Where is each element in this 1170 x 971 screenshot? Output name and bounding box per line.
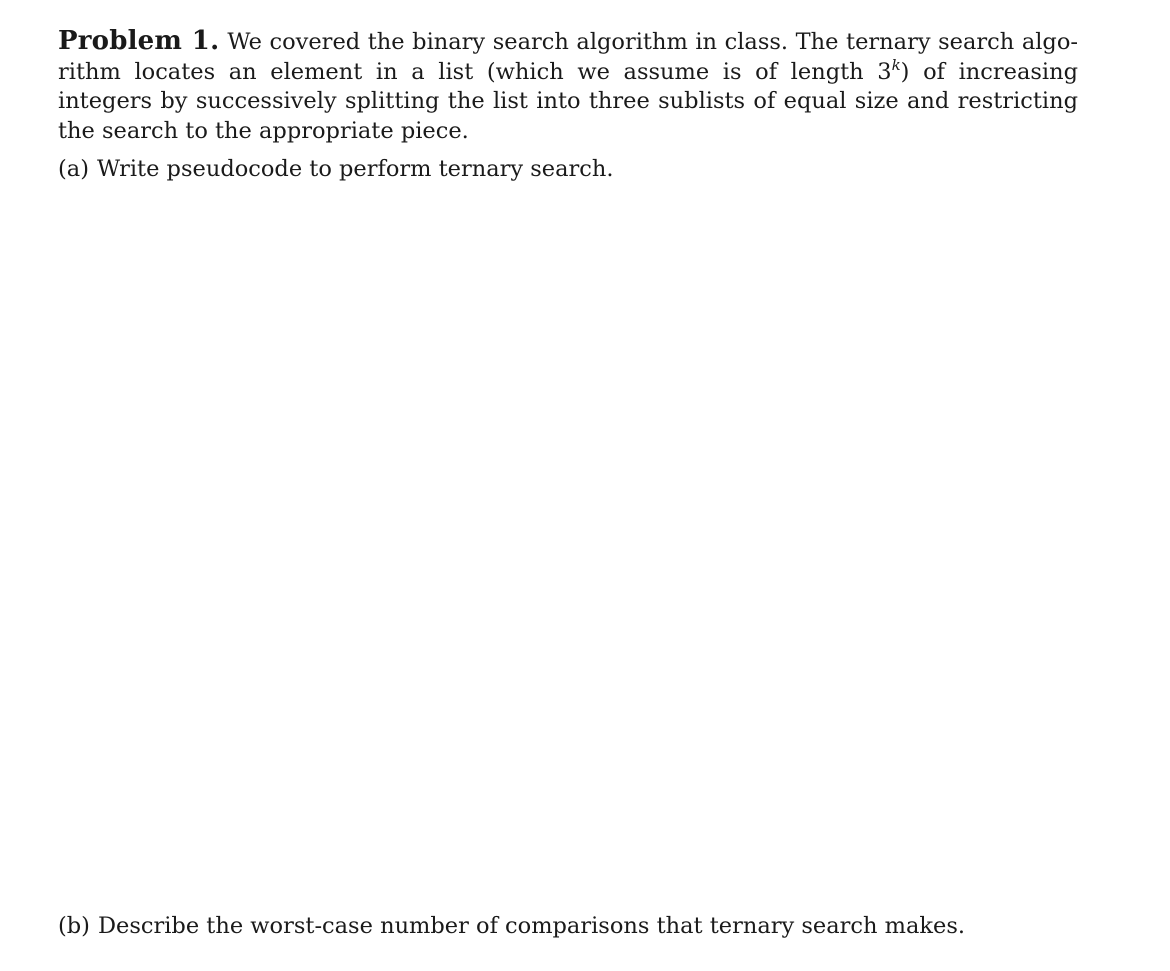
problem-text-part-2: ) of increasing integers by successively splitting the list into three sublists of equal size and restricting the search to the appropriate piece. [58,58,1078,144]
answer-space-a [58,195,1078,895]
problem-text-part-1: We covered the binary search algorithm in class. The ternary search algorithm locates an element in a list (which we assume is of length 3 [58,29,1078,85]
part-a-label: (a) [58,156,89,182]
part-b [58,912,965,942]
problem-heading: Problem 1. [58,26,220,56]
problem-statement [58,27,1078,146]
part-a [58,155,614,185]
exponent-k: k [891,55,901,74]
part-a-text: Write pseudocode to perform ternary search. [96,156,614,182]
part-b-text: Describe the worst-case number of comparisons that ternary search makes. [97,913,966,939]
part-b-label: (b) [58,913,90,939]
